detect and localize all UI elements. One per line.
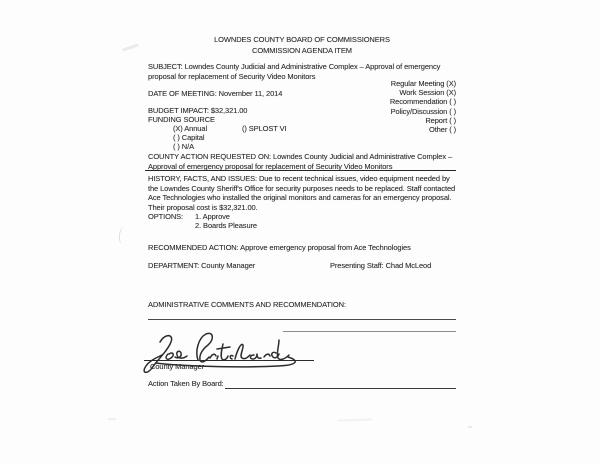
document-body: [148, 0, 456, 464]
section-divider-rule: [145, 170, 456, 171]
scan-artifact-smudge: [122, 43, 139, 51]
funding-option-capital: ( ) Capital: [173, 133, 205, 142]
budget-impact: BUDGET IMPACT: $32,321.00: [148, 106, 248, 115]
admin-comments-blank-line: [148, 319, 456, 320]
history-facts-issues-paragraph: HISTORY, FACTS, AND ISSUES: Due to recent technical issues, video equipment needed by the Lowndes County Sheriff's Office for security purposes needs to be replaced. Staff contacted Ace Technologies who installed the original monitors and cameras for an emergency proposal. Their proposal cost is $32,321.00.: [148, 174, 456, 213]
scan-artifact-pencil-mark: [118, 227, 129, 245]
recommended-action: RECOMMENDED ACTION: Approve emergency proposal from Ace Technologies: [148, 243, 411, 252]
meeting-type-work-session: Work Session (X): [399, 88, 456, 98]
date-of-meeting: DATE OF MEETING: November 11, 2014: [148, 89, 283, 98]
options-label: OPTIONS:: [148, 212, 184, 221]
subject-line-2: proposal for replacement of Security Video Monitors: [148, 71, 316, 81]
action-taken-section: [148, 379, 456, 389]
signature-title: County Manager: [150, 362, 205, 371]
signature-line: [144, 360, 314, 361]
document-type-title: COMMISSION AGENDA ITEM: [252, 46, 352, 55]
option-approve: 1. Approve: [195, 212, 230, 221]
meeting-type-checklist: [390, 79, 456, 134]
funding-option-na: ( ) N/A: [173, 142, 194, 151]
action-taken-blank-line: [225, 380, 456, 389]
meeting-type-recommendation: Recommendation ( ): [389, 97, 456, 107]
county-action-section: [148, 152, 456, 172]
funding-source-label: FUNDING SOURCE: [148, 115, 215, 124]
meeting-type-regular: Regular Meeting (X): [390, 79, 456, 88]
meeting-type-policy-discussion: Policy/Discussion ( ): [390, 106, 456, 116]
org-title: LOWNDES COUNTY BOARD OF COMMISSIONERS: [214, 35, 390, 44]
option-boards-pleasure: 2. Boards Pleasure: [195, 221, 257, 230]
county-action-line-1: COUNTY ACTION REQUESTED ON: Lowndes County Judicial and Administrative Complex –: [148, 152, 453, 161]
funding-option-splost: () SPLOST VI: [242, 124, 287, 133]
funding-option-annual: (X) Annual: [173, 124, 208, 133]
meeting-type-report: Report ( ): [425, 115, 456, 125]
admin-comments-label: ADMINISTRATIVE COMMENTS AND RECOMMENDATION:: [148, 300, 346, 309]
county-action-line-2: Approval of emergency proposal for replacement of Security Video Monitors: [148, 161, 393, 171]
meeting-type-other: Other ( ): [428, 125, 456, 135]
subject-line-1: SUBJECT: Lowndes County Judicial and Administrative Complex – Approval of emergency: [148, 62, 441, 71]
document-header: [148, 34, 456, 56]
presenting-staff-field: Presenting Staff: Chad McLeod: [330, 261, 432, 270]
action-taken-label: Action Taken By Board:: [148, 379, 224, 388]
scan-artifact-smudge: [468, 426, 472, 428]
scan-artifact-smudge: [108, 418, 116, 420]
department-field: DEPARTMENT: County Manager: [148, 261, 256, 270]
